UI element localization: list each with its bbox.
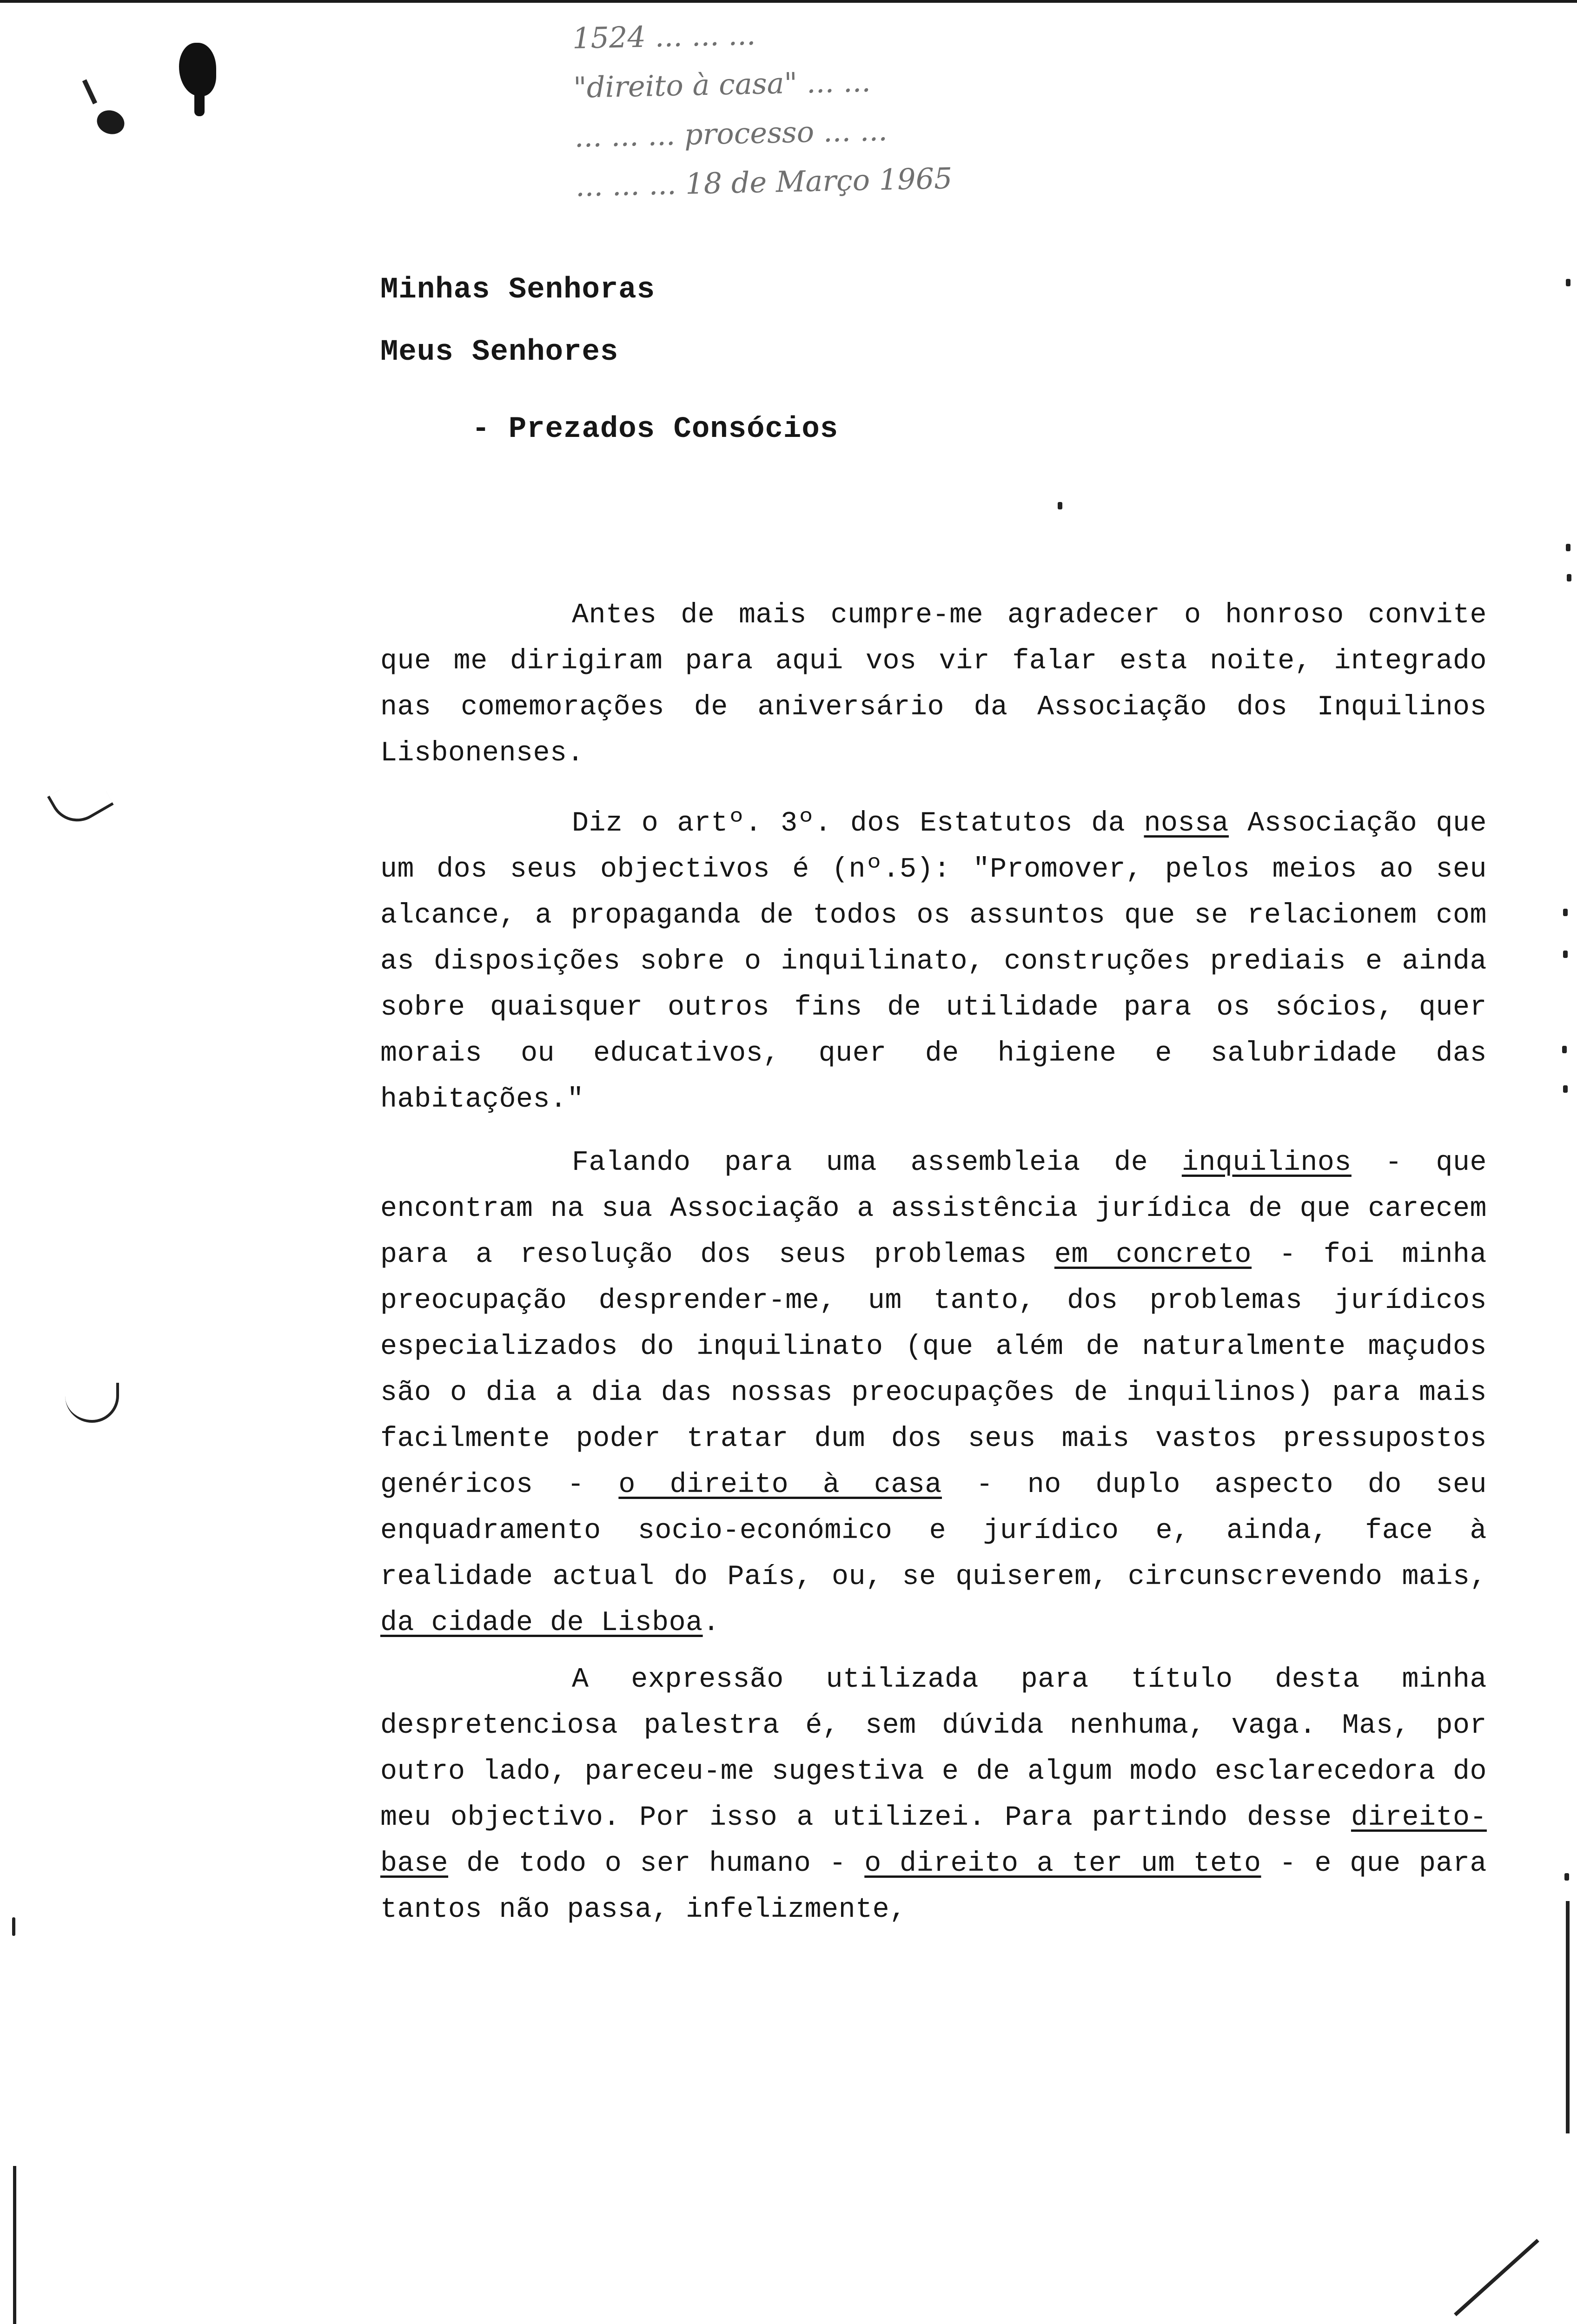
text-run: pretenciosa palestra é, sem dúvida nenhuma, vaga. Mas, por outro lado, pareceu-me sugestiva e de algum modo esclarecedora do meu objectivo. Por isso a utilizei. Para partindo desse <box>380 1710 1487 1834</box>
scan-speck <box>1562 1046 1567 1053</box>
text-run: Falando para uma assembleia de <box>572 1147 1182 1179</box>
underlined-text: o direito à casa <box>618 1469 942 1501</box>
handwritten-line: ... ... ... processo ... ... <box>574 113 888 154</box>
ink-mark <box>82 79 97 104</box>
paragraph <box>380 801 1487 1123</box>
underlined-text: direito-base <box>380 1802 1487 1880</box>
text-run: A expressão utilizada para título desta minha des <box>380 1664 1487 1742</box>
handwritten-line: ... ... ... 18 de Março 1965 <box>575 161 953 203</box>
paragraph: Antes de mais cumpre-me agradecer o honroso convite que me dirigiram para aqui vos vir falar esta noite, integrado nas comemorações de aniversário da Associação dos Inquilinos Lisbonenses. <box>380 600 1487 769</box>
text-run: - no duplo aspecto do seu enquadramento socio-económico e jurídico e, ainda, face à realidade actual do País, ou, se quiserem, circunscrevendo mais, <box>380 1469 1487 1593</box>
scan-speck <box>1563 951 1568 958</box>
text-run: Associação que um dos seus objectivos é (nº.5): "Promover, pelos meios ao seu alcance, a propaganda de todos os assuntos que se relacionem com as disposições sobre o inquilinato, construções prediais e ainda sobre quaisquer outros fins de utilidade para os sócios, quer morais ou educativos, quer de higiene e salubridade das habitações." <box>380 808 1487 1116</box>
paragraph <box>380 1140 1487 1646</box>
text-run: - que encontram na sua Associação a assistência jurídica de que carecem para a resolução dos seus problemas <box>380 1147 1487 1271</box>
salutation-line: Meus Senhores <box>380 336 619 369</box>
handwritten-line: 1524 ... ... ... <box>572 17 756 55</box>
underlined-text: em concreto <box>1054 1239 1252 1271</box>
underlined-text: inquilinos <box>1181 1147 1352 1179</box>
salutation-line: - Prezados Consócios <box>472 413 839 446</box>
ink-blot <box>194 88 205 116</box>
scan-speck <box>1566 544 1570 551</box>
scan-speck <box>1563 1085 1568 1093</box>
text-run: - foi minha preocupação desprender-me, um tanto, dos problemas jurídicos especializados do inquilinato (que além de naturalmente maçudos são o dia a dia das nossas preocupações de inquilinos) para mais facilmente poder tratar dum dos seus mais vastos pressupostos genéricos - <box>380 1239 1487 1501</box>
underlined-text: da cidade de Lisboa <box>380 1607 703 1639</box>
underlined-text: nossa <box>1144 808 1229 839</box>
text-run: - e que para tantos não passa, infelizmente, <box>380 1848 1487 1926</box>
salutation-line: Minhas Senhoras <box>380 273 656 307</box>
handwritten-note <box>572 0 1459 211</box>
scan-speck <box>1567 574 1571 581</box>
underlined-text: o direito a ter um teto <box>864 1848 1261 1880</box>
margin-mark <box>65 1383 119 1423</box>
paragraph <box>380 1657 1487 1933</box>
scan-edge-line <box>13 2166 16 2324</box>
scan-speck <box>1058 502 1062 509</box>
scan-speck <box>1566 279 1570 286</box>
handwritten-line: "direito à casa" ... ... <box>573 64 871 105</box>
scan-edge-line <box>1454 2239 1539 2317</box>
text-run: Diz o artº. 3º. dos Estatutos da <box>572 808 1144 839</box>
text-run: de todo o ser humano - <box>448 1848 865 1880</box>
text-run: . <box>702 1607 720 1639</box>
scan-edge-line <box>1566 1901 1570 2133</box>
ink-blot <box>93 106 127 138</box>
margin-mark <box>47 770 113 832</box>
scan-speck <box>1564 1873 1569 1881</box>
scan-speck <box>12 1917 15 1936</box>
scan-speck <box>1563 909 1568 916</box>
